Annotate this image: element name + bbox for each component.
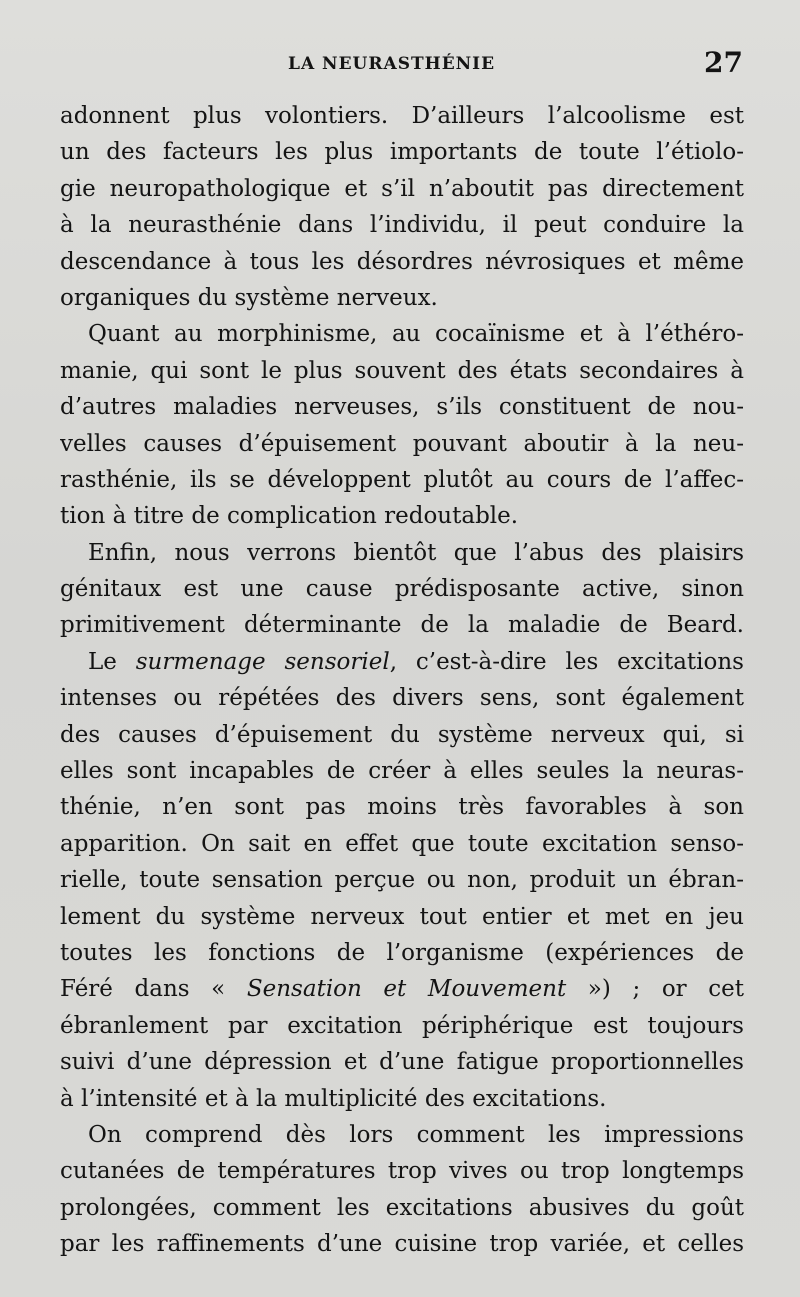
line-text: Le bbox=[88, 648, 136, 675]
running-head bbox=[60, 46, 745, 86]
text-line: apparition. On sait en effet que toute excitation senso- bbox=[60, 830, 744, 857]
line-text: ») ; or cet bbox=[566, 976, 744, 1003]
text-line: rasthénie, ils se développent plutôt au cours de l’affec- bbox=[60, 466, 744, 493]
text-line: suivi d’une dépression et d’une fatigue proportionnelles bbox=[60, 1049, 744, 1076]
text-line: descendance à tous les désordres névrosiques et même bbox=[60, 248, 744, 275]
paragraph-start-line: Quant au morphinisme, au cocaïnisme et à l’éthéro- bbox=[88, 321, 744, 348]
text-line: velles causes d’épuisement pouvant aboutir à la neu- bbox=[60, 430, 744, 457]
text-line: cutanées de températures trop vives ou trop longtemps bbox=[60, 1158, 744, 1185]
text-line: tion à titre de complication redoutable. bbox=[60, 503, 519, 530]
text-line: d’autres maladies nerveuses, s’ils constituent de nou- bbox=[60, 394, 744, 421]
italic-title: Sensation et Mouvement bbox=[246, 976, 567, 1003]
page-number: 27 bbox=[704, 46, 743, 79]
italic-term: surmenage sensoriel bbox=[135, 648, 390, 675]
text-line: rielle, toute sensation perçue ou non, produit un ébran- bbox=[60, 867, 744, 894]
paragraph-start-line: Enfin, nous verrons bientôt que l’abus des plaisirs bbox=[88, 539, 744, 566]
header-title: LA NEURASTHÉNIE bbox=[288, 54, 496, 74]
text-line: à la neurasthénie dans l’individu, il peut conduire la bbox=[60, 212, 744, 239]
text-line: primitivement déterminante de la maladie de Beard. bbox=[60, 612, 744, 639]
paragraph-start-line: On comprend dès lors comment les impressions bbox=[88, 1121, 744, 1148]
text-line: thénie, n’en sont pas moins très favorables à son bbox=[60, 794, 744, 821]
text-line bbox=[60, 971, 744, 1007]
line-text: Féré dans « bbox=[60, 976, 247, 1003]
text-line: organiques du système nerveux. bbox=[60, 284, 438, 311]
text-line: lement du système nerveux tout entier et met en jeu bbox=[60, 903, 744, 930]
text-line: à l’intensité et à la multiplicité des excitations. bbox=[60, 1085, 607, 1112]
text-line: adonnent plus volontiers. D’ailleurs l’alcoolisme est bbox=[60, 103, 744, 129]
text-line: manie, qui sont le plus souvent des états secondaires à bbox=[60, 357, 744, 384]
body-text bbox=[60, 98, 744, 1263]
text-line: intenses ou répétées des divers sens, sont également bbox=[60, 685, 744, 712]
text-line: des causes d’épuisement du système nerveux qui, si bbox=[60, 721, 744, 748]
text-line: toutes les fonctions de l’organisme (expériences de bbox=[60, 939, 744, 966]
text-line: un des facteurs les plus importants de toute l’étiolo- bbox=[60, 139, 744, 166]
paragraph-start-line bbox=[60, 644, 744, 680]
text-line: prolongées, comment les excitations abusives du goût bbox=[60, 1194, 744, 1221]
text-line: génitaux est une cause prédisposante active, sinon bbox=[60, 576, 744, 603]
text-line: gie neuropathologique et s’il n’aboutit pas directement bbox=[60, 175, 744, 202]
text-line: elles sont incapables de créer à elles seules la neuras- bbox=[60, 758, 744, 785]
text-line: ébranlement par excitation périphérique est toujours bbox=[60, 1012, 744, 1039]
line-text: , c’est-à-dire les excitations bbox=[389, 648, 744, 675]
text-line: par les raffinements d’une cuisine trop variée, et celles bbox=[60, 1231, 744, 1258]
